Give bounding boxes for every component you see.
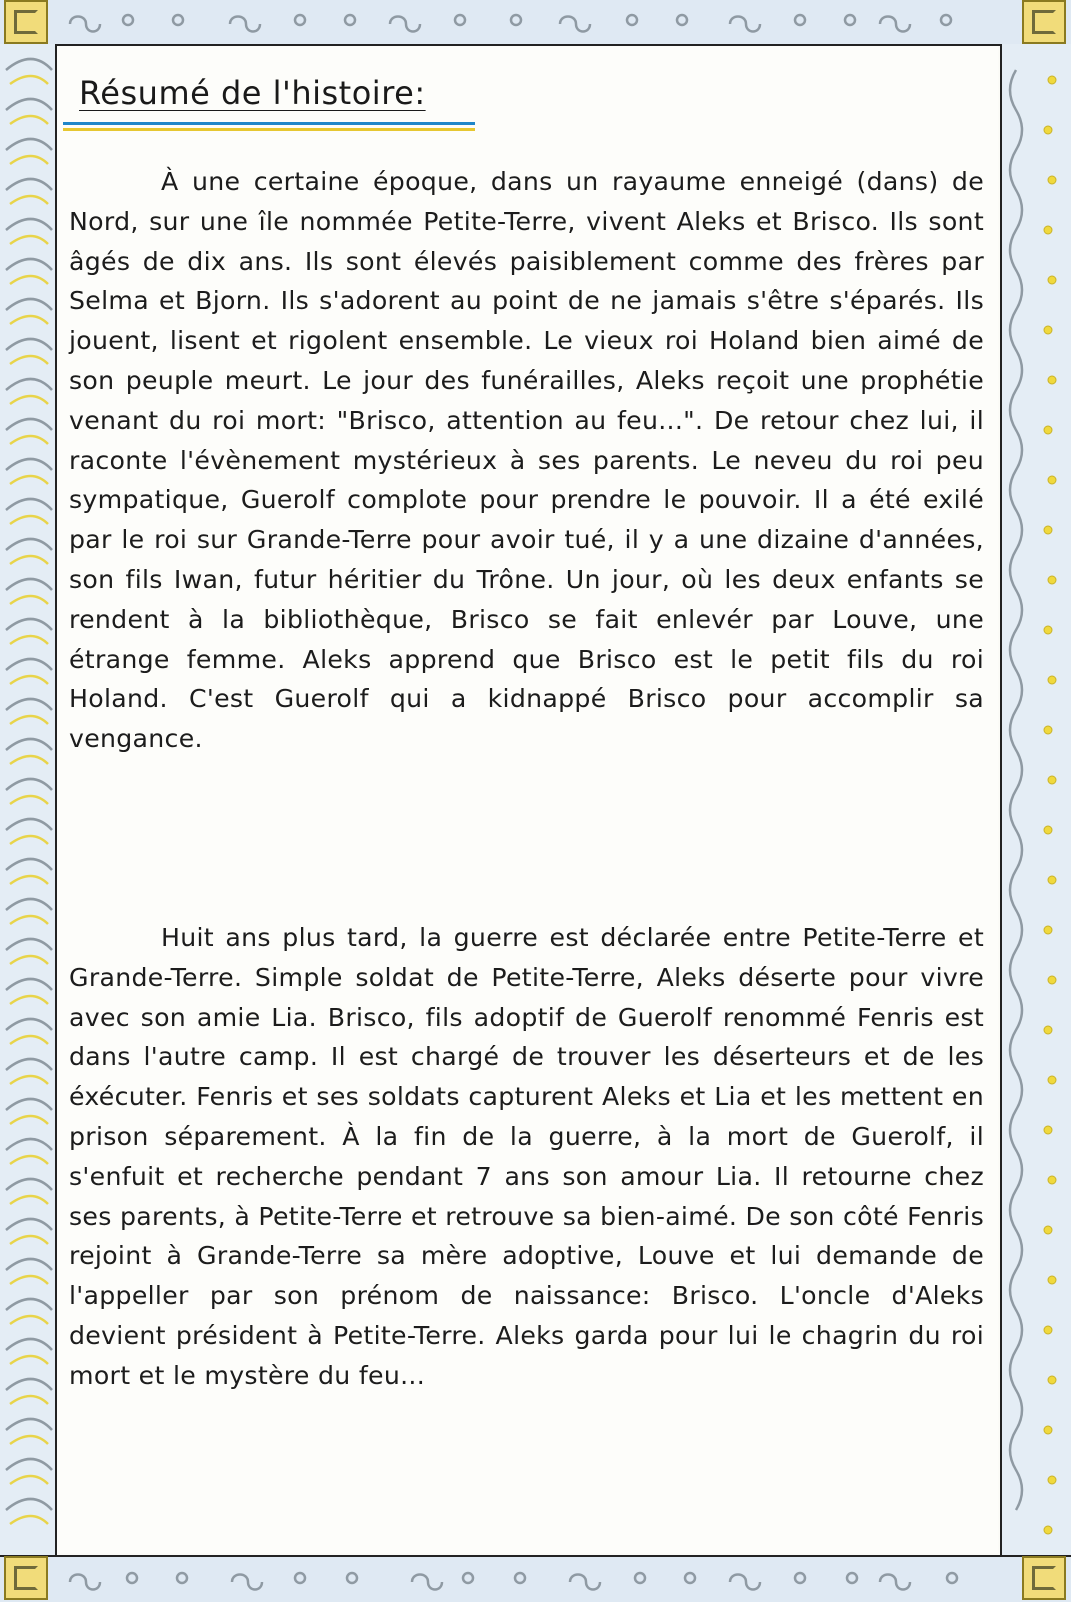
page-title: Résumé de l'histoire: [79, 74, 426, 112]
title-underline-yellow [63, 128, 475, 131]
corner-ornament-top-left [4, 0, 48, 44]
summary-page [57, 46, 998, 1553]
corner-ornament-top-right [1022, 0, 1066, 44]
bottom-spiral-ornaments [70, 1573, 957, 1590]
corner-ornament-bottom-left [4, 1556, 48, 1600]
left-arc-ornaments [6, 59, 52, 1524]
summary-paragraph-2: Huit ans plus tard, la guerre est déclarée entre Petite-Terre et Grande-Terre. Simple soldat de Petite-Terre, Aleks déserte pour vivre avec son amie Lia. Brisco, fils adoptif de Guerolf renommé Fenris est dans l'autre camp. Il est chargé de trouver les déserteurs et de les éxécuter. Fenris et ses soldats capturent Aleks et Lia et les mettent en prison séparement. À la fin de la guerre, à la mort de Guerolf, il s'enfuit et recherche pendant 7 ans son amour Lia. Il retourne chez ses parents, à Petite-Terre et retrouve sa bien-aimé. De son côté Fenris rejoint à Grande-Terre sa mère adoptive, Louve et lui demande de l'appeller par son prénom de naissance: Brisco. L'oncle d'Aleks devient président à Petite-Terre. Aleks garda pour lui le chagrin du roi mort et le mystère du feu... [69, 923, 984, 1390]
right-wave-ornaments [1010, 70, 1056, 1534]
top-spiral-ornaments [70, 15, 951, 32]
title-underline-blue [63, 122, 475, 125]
corner-ornament-bottom-right [1022, 1556, 1066, 1600]
summary-paragraph-1: À une certaine époque, dans un rayaume enneigé (dans) de Nord, sur une île nommée Petite-Terre, vivent Aleks et Brisco. Ils sont âgés de dix ans. Ils sont élevés paisiblement comme des frères par Selma et Bjorn. Ils s'adorent au point de ne jamais s'être s'éparés. Ils jouent, lisent et rigolent ensemble. Le vieux roi Holand bien aimé de son peuple meurt. Le jour des funérailles, Aleks reçoit une prophétie venant du roi mort: "Brisco, attention au feu...". De retour chez lui, il raconte l'évènement mystérieux à ses parents. Le neveu du roi peu sympatique, Guerolf complote pour prendre le pouvoir. Il a été exilé par le roi sur Grande-Terre pour avoir tué, il y a une dizaine d'années, son fils Iwan, futur héritier du Trône. Un jour, où les deux enfants se rendent à la bibliothèque, Brisco se fait enlevér par Louve, une étrange femme. Aleks apprend que Brisco est le petit fils du roi Holand. C'est Guerolf qui a kidnappé Brisco pour accomplir sa vengance. [69, 167, 984, 754]
